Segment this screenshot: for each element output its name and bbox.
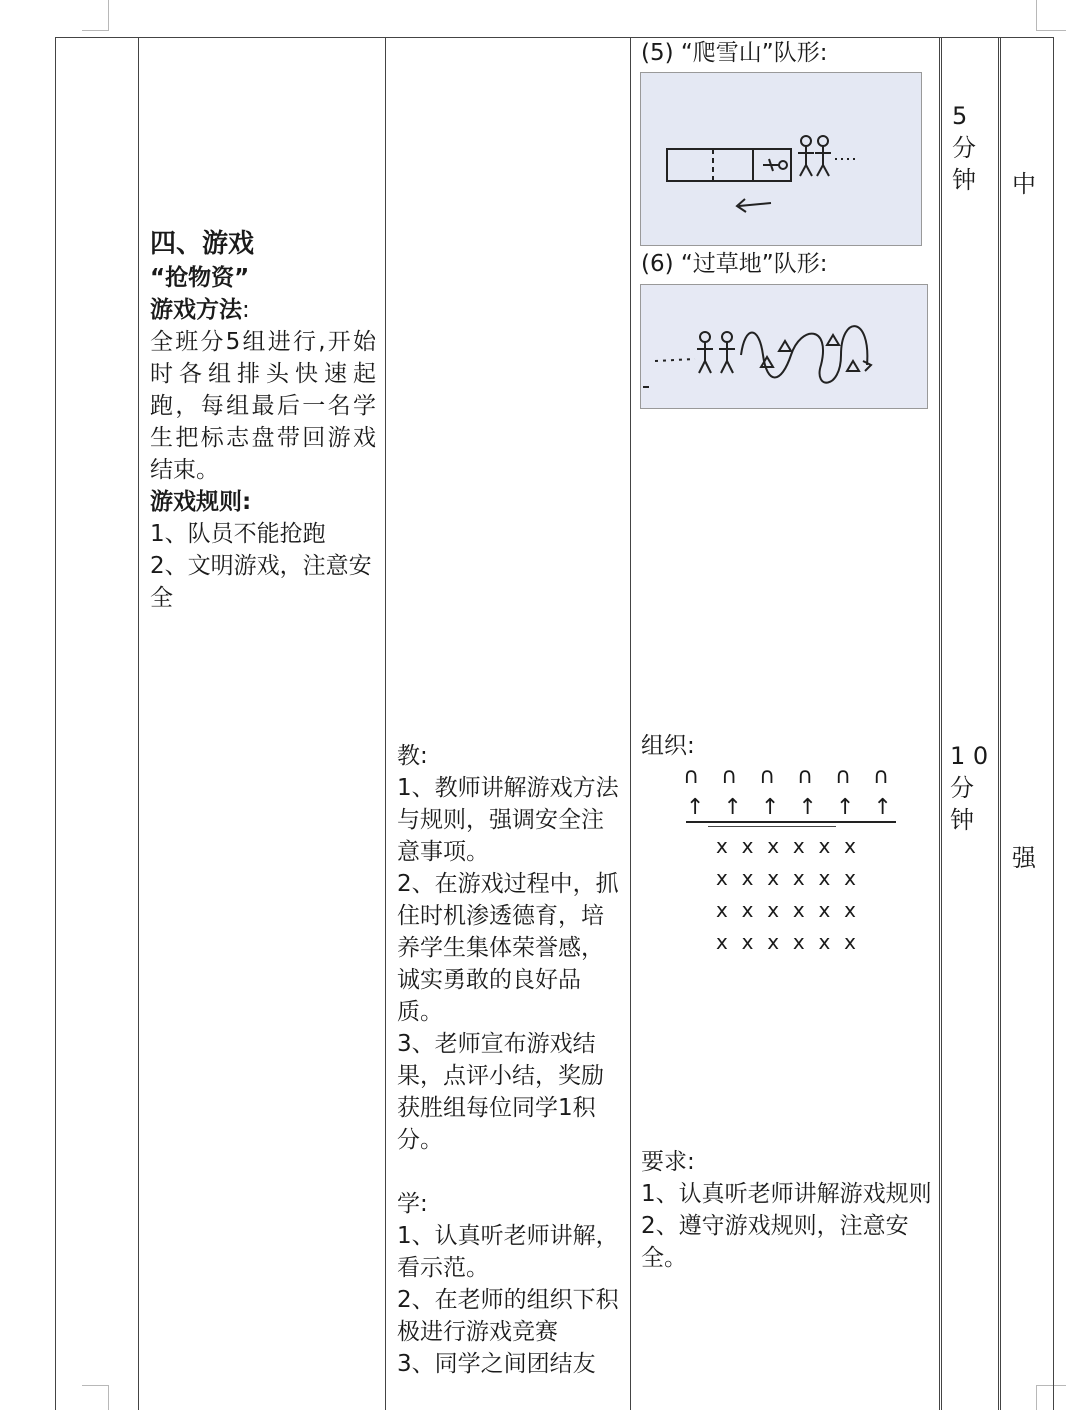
org-arrow-row xyxy=(686,795,892,820)
student-rows xyxy=(716,830,856,958)
formation-caption-6: (6) “过草地”队形: xyxy=(641,251,828,277)
table-border xyxy=(55,37,56,1410)
table-border xyxy=(998,37,999,1410)
intensity-level-2: 强 xyxy=(1012,844,1036,872)
learn-item: 2、在老师的组织下积极进行游戏竞赛 xyxy=(397,1287,619,1345)
req-item: 1、认真听老师讲解游戏规则 xyxy=(641,1181,932,1207)
table-border xyxy=(385,37,386,1410)
student-mark: x xyxy=(844,930,856,954)
arch-mark: ∩ xyxy=(834,764,851,789)
arrow-mark: ↑ xyxy=(723,795,742,820)
method-heading xyxy=(150,294,376,326)
arch-mark: ∩ xyxy=(720,764,738,789)
crop-mark xyxy=(108,0,109,30)
crop-mark xyxy=(1036,30,1066,31)
crop-mark xyxy=(1036,1385,1066,1386)
teach-label: 教: xyxy=(397,743,428,769)
student-mark: x xyxy=(844,834,856,858)
arrow-mark: ↑ xyxy=(798,795,817,820)
student-mark: x xyxy=(844,898,856,922)
student-row xyxy=(716,862,856,894)
arrow-mark: ↑ xyxy=(761,795,780,820)
table-top-border xyxy=(55,37,1054,38)
crop-mark xyxy=(1036,0,1037,30)
rules-label: 游戏规则: xyxy=(150,489,252,515)
student-mark: x xyxy=(741,930,754,954)
table-border xyxy=(138,37,139,1410)
teaching-content xyxy=(397,740,621,1380)
student-mark: x xyxy=(716,898,728,922)
start-line xyxy=(686,821,896,823)
org-arch-row xyxy=(683,764,889,789)
student-mark: x xyxy=(792,930,805,954)
formation-photo-5 xyxy=(640,72,922,246)
teach-item: 3、老师宣布游戏结果，点评小结，奖励获胜组每位同学1积分。 xyxy=(397,1031,604,1153)
game-name: “抢物资” xyxy=(150,265,250,291)
req-item: 2、遵守游戏规则，注意安全。 xyxy=(641,1213,909,1271)
student-mark: x xyxy=(767,834,780,858)
learn-label: 学: xyxy=(397,1191,428,1217)
formation-caption-5: (5) “爬雪山”队形: xyxy=(641,40,828,66)
method-text: 全班分5组进行,开始时各组排头快速起跑，每组最后一名学生把标志盘带回游戏结束。 xyxy=(150,329,376,483)
student-row xyxy=(716,926,856,958)
student-mark: x xyxy=(792,898,805,922)
table-border xyxy=(1000,37,1001,1410)
rule-item: 2、文明游戏，注意安全 xyxy=(150,553,372,611)
time-duration-2: 1 0 分 钟 xyxy=(950,742,989,834)
org-label: 组织: xyxy=(641,733,695,759)
student-mark: x xyxy=(792,834,805,858)
table-border xyxy=(630,37,631,1410)
time-duration-1: 5 分 钟 xyxy=(952,102,976,194)
arch-mark: ∩ xyxy=(758,764,776,789)
student-row xyxy=(716,830,856,862)
table-border xyxy=(1053,37,1054,1410)
student-mark: x xyxy=(818,930,831,954)
student-mark: x xyxy=(716,866,728,890)
student-mark: x xyxy=(716,834,728,858)
table-border xyxy=(939,37,940,1410)
arch-mark: ∩ xyxy=(796,764,814,789)
arrow-mark: ↑ xyxy=(686,795,705,820)
requirements xyxy=(641,1146,933,1274)
req-label: 要求: xyxy=(641,1149,695,1175)
student-mark: x xyxy=(818,866,831,890)
student-mark: x xyxy=(741,898,754,922)
learn-item: 3、同学之间团结友 xyxy=(397,1351,596,1377)
arrow-mark: ↑ xyxy=(836,795,855,820)
formation-photo-6 xyxy=(640,284,928,409)
rule-item: 1、队员不能抢跑 xyxy=(150,521,326,547)
crop-mark xyxy=(82,1385,109,1386)
start-line-inner xyxy=(708,826,836,827)
crop-mark xyxy=(1036,1385,1037,1410)
method-label: 游戏方法 xyxy=(150,297,242,323)
student-mark: x xyxy=(818,834,831,858)
arrow-mark: ↑ xyxy=(873,795,892,820)
student-mark: x xyxy=(844,866,856,890)
student-mark: x xyxy=(767,866,780,890)
teach-item: 1、教师讲解游戏方法与规则，强调安全注意事项。 xyxy=(397,775,619,865)
intensity-level-1: 中 xyxy=(1012,170,1036,198)
crop-mark xyxy=(108,1385,109,1410)
student-mark: x xyxy=(741,866,754,890)
student-mark: x xyxy=(767,898,780,922)
teach-item: 2、在游戏过程中，抓住时机渗透德育，培养学生集体荣誉感，诚实勇敢的良好品质。 xyxy=(397,871,619,1025)
arch-mark: ∩ xyxy=(872,764,889,789)
student-mark: x xyxy=(767,930,780,954)
student-row xyxy=(716,894,856,926)
learn-item: 1、认真听老师讲解，看示范。 xyxy=(397,1223,619,1281)
method-colon: : xyxy=(242,297,250,323)
student-mark: x xyxy=(818,898,831,922)
arch-mark: ∩ xyxy=(683,764,700,789)
crop-mark xyxy=(82,30,109,31)
student-mark: x xyxy=(741,834,754,858)
student-mark: x xyxy=(716,930,728,954)
student-mark: x xyxy=(792,866,805,890)
game-content xyxy=(150,226,376,614)
table-border xyxy=(941,37,942,1410)
section-title: 四、游戏 xyxy=(150,229,255,259)
